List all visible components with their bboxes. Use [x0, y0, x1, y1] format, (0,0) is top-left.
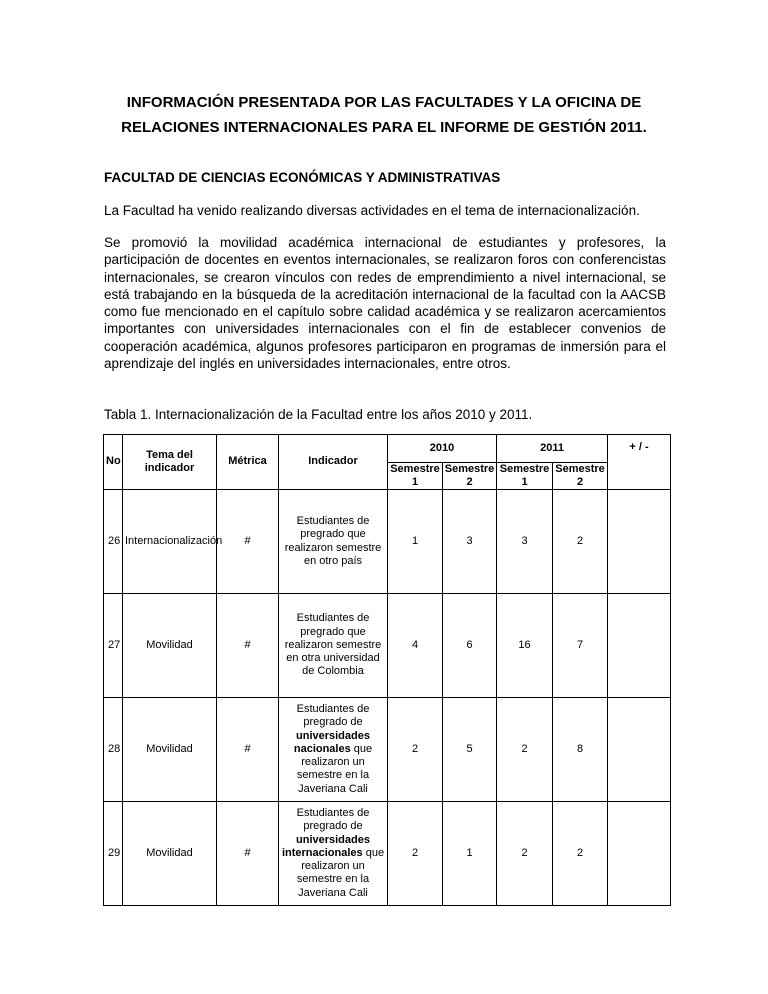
cell-indicador: Estudiantes de pregrado de universidades internacionales que realizaron un semestre en la Javeriana Cali — [279, 802, 388, 906]
header-year-2011: 2011 — [497, 435, 608, 463]
header-metrica: Métrica — [217, 435, 279, 490]
table-row — [104, 490, 671, 594]
section-heading: FACULTAD DE CIENCIAS ECONÓMICAS Y ADMINISTRATIVAS — [104, 170, 501, 185]
cell-2010-sem-2: 5 — [443, 698, 497, 802]
header-indicador: Indicador — [279, 435, 388, 490]
cell-diff — [608, 594, 671, 698]
cell-2010-sem-2: 3 — [443, 490, 497, 594]
cell-tema: Movilidad — [123, 698, 217, 802]
cell-2011-sem-1: 3 — [497, 490, 553, 594]
cell-2010-sem-1: 2 — [388, 698, 443, 802]
cell-2010-sem-2: 6 — [443, 594, 497, 698]
header-tema: Tema del indicador — [123, 435, 217, 490]
cell-tema: Movilidad — [123, 802, 217, 906]
cell-metrica: # — [217, 594, 279, 698]
cell-indicador: Estudiantes de pregrado de universidades nacionales que realizaron un semestre en la Javeriana Cali — [279, 698, 388, 802]
cell-2010-sem-1: 1 — [388, 490, 443, 594]
cell-no: 26 — [104, 490, 123, 594]
cell-metrica: # — [217, 698, 279, 802]
cell-diff — [608, 698, 671, 802]
table-row — [104, 594, 671, 698]
header-no: No — [104, 435, 123, 490]
cell-diff — [608, 490, 671, 594]
table-header-row — [104, 435, 671, 463]
cell-2010-sem-1: 2 — [388, 802, 443, 906]
cell-no: 28 — [104, 698, 123, 802]
table-row — [104, 698, 671, 802]
cell-indicador: Estudiantes de pregrado que realizaron semestre en otra universidad de Colombia — [279, 594, 388, 698]
table-row — [104, 802, 671, 906]
cell-tema: Movilidad — [123, 594, 217, 698]
cell-2010-sem-2: 1 — [443, 802, 497, 906]
intro-paragraph: La Facultad ha venido realizando diversas actividades en el tema de internacionalización. — [104, 203, 640, 218]
cell-indicador: Estudiantes de pregrado que realizaron semestre en otro país — [279, 490, 388, 594]
cell-tema: Internacionalización — [123, 490, 217, 594]
document-title: INFORMACIÓN PRESENTADA POR LAS FACULTADES Y LA OFICINA DE RELACIONES INTERNACIONALES PARA EL INFORME DE GESTIÓN 2011. — [121, 94, 647, 136]
cell-diff — [608, 802, 671, 906]
cell-2011-sem-2: 2 — [553, 802, 608, 906]
internationalization-table — [103, 434, 671, 906]
header-2010-sem-2: Semestre 2 — [443, 463, 497, 490]
cell-metrica: # — [217, 490, 279, 594]
cell-metrica: # — [217, 802, 279, 906]
cell-2011-sem-2: 7 — [553, 594, 608, 698]
cell-2010-sem-1: 4 — [388, 594, 443, 698]
header-2011-sem-1: Semestre 1 — [497, 463, 553, 490]
header-diff: + / - — [608, 435, 671, 490]
cell-2011-sem-1: 2 — [497, 698, 553, 802]
cell-no: 29 — [104, 802, 123, 906]
header-2010-sem-1: Semestre 1 — [388, 463, 443, 490]
header-year-2010: 2010 — [388, 435, 497, 463]
body-paragraph: Se promovió la movilidad académica internacional de estudiantes y profesores, la participación de docentes en eventos internacionales, se realizaron foros con conferencistas internacionales, se crearon vínculos con redes de emprendimiento a nivel internacional, se está trabajando en la búsqueda de la acreditación internacional de la facultad con la AACSB como fue mencionado en el capítulo sobre calidad académica y se realizaron acercamientos importantes con universidades internacionales con el fin de establecer convenios de cooperación académica, algunos profesores participaron en programas de inmersión para el aprendizaje del inglés en universidades internacionales, entre otros. — [104, 235, 666, 372]
cell-no: 27 — [104, 594, 123, 698]
cell-2011-sem-2: 2 — [553, 490, 608, 594]
cell-2011-sem-1: 2 — [497, 802, 553, 906]
header-2011-sem-2: Semestre 2 — [553, 463, 608, 490]
cell-2011-sem-2: 8 — [553, 698, 608, 802]
table-caption: Tabla 1. Internacionalización de la Facultad entre los años 2010 y 2011. — [104, 407, 533, 422]
cell-2011-sem-1: 16 — [497, 594, 553, 698]
